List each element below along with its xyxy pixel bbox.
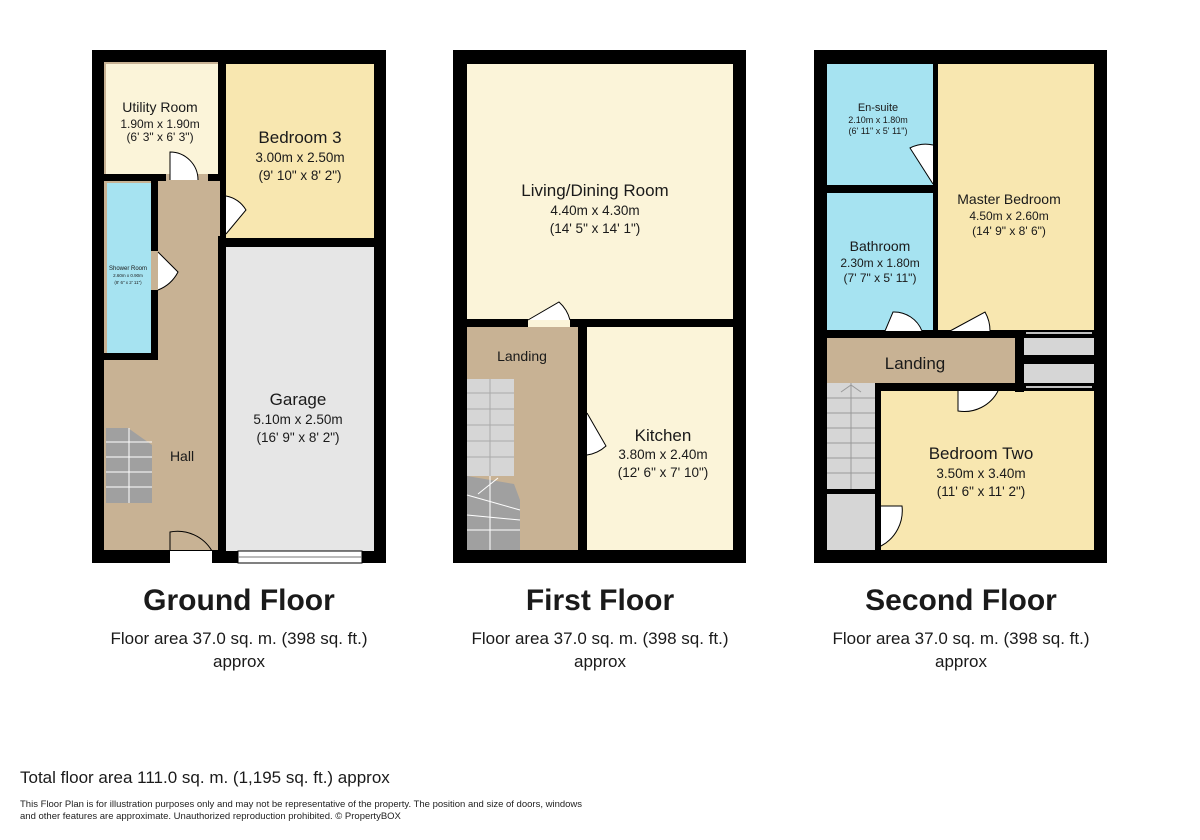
second-floor-title: Second Floor <box>865 584 1057 617</box>
floor-area-text: Floor area 37.0 sq. m. (398 sq. ft.) <box>110 629 368 648</box>
garage-imperial: (16' 9" x 8' 2") <box>256 430 340 445</box>
ground-floor-plan <box>92 50 386 563</box>
first-floor-area <box>430 627 770 673</box>
disclaimer-line: This Floor Plan is for illustration purposes only and may not be representative of the property. The position and size of doors, windows <box>20 799 583 810</box>
floor-area-text: Floor area 37.0 sq. m. (398 sq. ft.) <box>471 629 729 648</box>
kitchen-imperial: (12' 6" x 7' 10") <box>617 465 709 480</box>
utility-room-name: Utility Room <box>122 99 198 115</box>
bedroom-3-imperial: (9' 10" x 8' 2") <box>258 168 342 183</box>
floor-area-approx: approx <box>935 652 987 671</box>
floor-area-approx: approx <box>213 652 265 671</box>
shower-room-name: Shower Room <box>108 266 148 272</box>
stairs <box>467 379 520 550</box>
cupboard <box>1024 337 1094 355</box>
first-landing-name: Landing <box>497 348 547 364</box>
floor-area-approx: approx <box>574 652 626 671</box>
second-floor-plan <box>814 50 1107 563</box>
bedroom-two-name: Bedroom Two <box>928 444 1034 463</box>
shower-room-imperial: (8' 6" x 2' 11") <box>114 280 142 285</box>
total-floor-area: Total floor area 111.0 sq. m. (1,195 sq. ft.) approx <box>20 768 390 787</box>
master-bedroom-name: Master Bedroom <box>957 191 1061 207</box>
bedroom-3-metric: 3.00m x 2.50m <box>255 150 345 165</box>
ground-floor-area <box>69 627 409 673</box>
bathroom-imperial: (7' 7" x 5' 11") <box>843 271 917 285</box>
bedroom-two-metric: 3.50m x 3.40m <box>936 466 1026 481</box>
master-bedroom-imperial: (14' 9" x 8' 6") <box>972 224 1046 238</box>
living-dining-room-imperial: (14' 5" x 14' 1") <box>549 221 641 236</box>
kitchen-metric: 3.80m x 2.40m <box>618 447 708 462</box>
hall-name: Hall <box>169 448 195 464</box>
first-floor-plan <box>453 50 746 563</box>
bathroom-name: Bathroom <box>849 238 911 254</box>
utility-room-metric: 1.90m x 1.90m <box>120 117 200 131</box>
en-suite-metric: 2.10m x 1.80m <box>848 115 908 125</box>
master-bedroom-metric: 4.50m x 2.60m <box>969 209 1049 223</box>
living-dining-room-metric: 4.40m x 4.30m <box>550 203 640 218</box>
en-suite-imperial: (6' 11" x 5' 11") <box>848 126 908 136</box>
en-suite-name: En-suite <box>857 102 899 114</box>
disclaimer-line: and other features are approximate. Unauthorized reproduction prohibited. © PropertyBOX <box>20 811 401 822</box>
first-floor-title: First Floor <box>525 584 675 617</box>
bathroom-metric: 2.30m x 1.80m <box>840 256 920 270</box>
cupboard <box>1024 364 1094 384</box>
garage-metric: 5.10m x 2.50m <box>253 412 343 427</box>
floor-area-text: Floor area 37.0 sq. m. (398 sq. ft.) <box>832 629 1090 648</box>
second-landing-name: Landing <box>884 354 946 373</box>
kitchen-name: Kitchen <box>634 426 692 445</box>
living-dining-room-name: Living/Dining Room <box>521 181 669 200</box>
second-floor-area <box>791 627 1131 673</box>
utility-room-imperial: (6' 3" x 6' 3") <box>126 130 194 144</box>
ground-floor-title: Ground Floor <box>143 584 335 617</box>
disclaimer <box>20 799 620 823</box>
shower-room-metric: 2.60m x 0.90m <box>113 273 143 278</box>
bedroom-two-imperial: (11' 6" x 11' 2") <box>936 484 1026 499</box>
bedroom-3-name: Bedroom 3 <box>258 128 342 147</box>
garage-name: Garage <box>269 390 327 409</box>
